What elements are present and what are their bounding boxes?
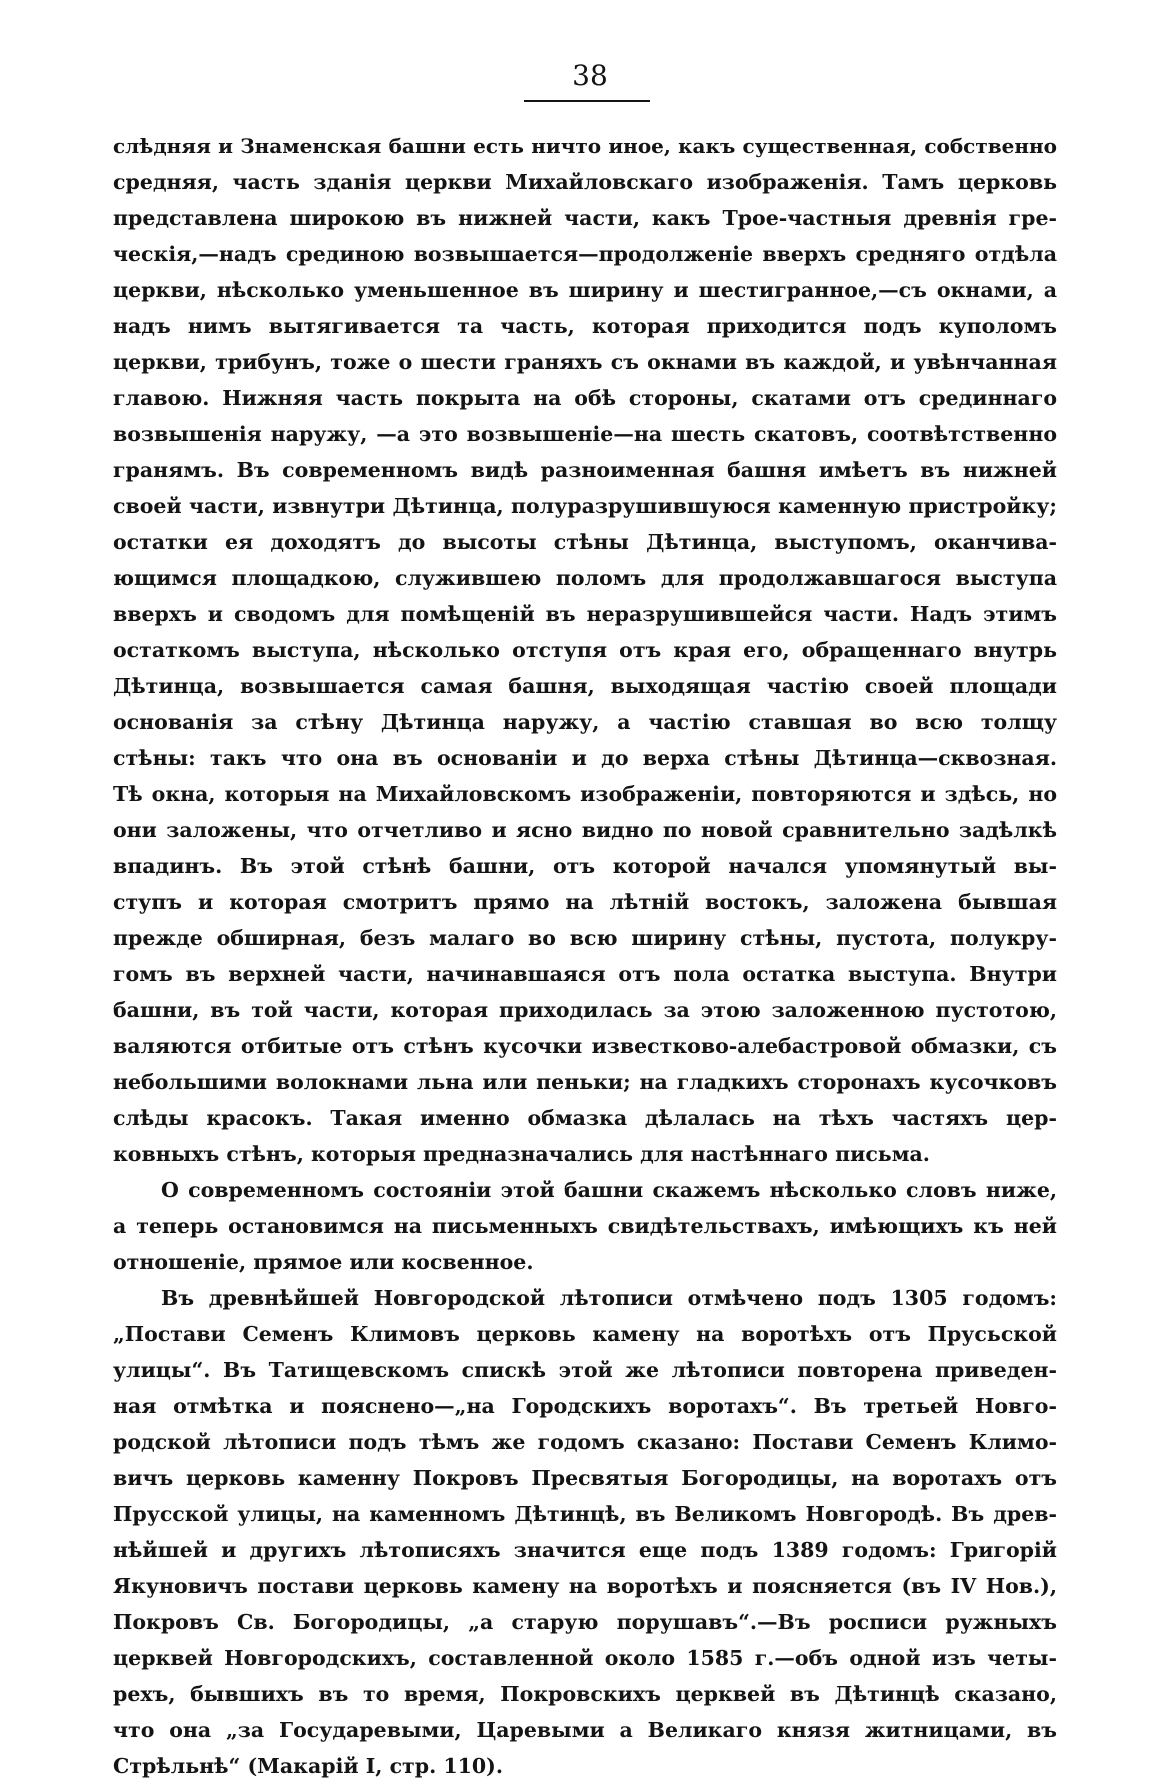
text-line: О современномъ состояніи этой башни скажемъ нѣсколько словъ ниже, — [161, 1178, 1057, 1202]
text-line: рехъ, бывшихъ въ то время, Покровскихъ церквей въ Дѣтинцѣ сказано, — [113, 1682, 1057, 1706]
text-line: ная отмѣтка и пояснено—„на Городскихъ воротахъ“. Въ третьей Новго- — [113, 1394, 1057, 1418]
text-line: Покровъ Св. Богородицы, „а старую порушавъ“.—Въ росписи ружныхъ — [113, 1610, 1057, 1634]
text-line: небольшими волокнами льна или пеньки; на гладкихъ сторонахъ кусочковъ — [113, 1070, 1057, 1094]
text-line: церквей Новгородскихъ, составленной около 1585 г.—объ одной изъ четы- — [113, 1646, 1057, 1670]
paragraph — [113, 1280, 1057, 1784]
text-line: гомъ въ верхней части, начинавшаяся отъ пола остатка выступа. Внутри — [113, 962, 1057, 986]
text-line: средняя, часть зданія церкви Михайловскаго изображенія. Тамъ церковь — [113, 170, 1057, 194]
page-number: 38 — [572, 59, 608, 92]
text-line: ступъ и которая смотритъ прямо на лѣтній востокъ, заложена бывшая — [113, 890, 1057, 914]
text-line: башни, въ той части, которая приходилась за этою заложенною пустотою, — [113, 998, 1057, 1022]
text-line: улицы“. Въ Татищевскомъ спискѣ этой же лѣтописи повторена приведен- — [113, 1358, 1057, 1382]
paragraph — [113, 1172, 1057, 1280]
text-line: Тѣ окна, которыя на Михайловскомъ изображеніи, повторяются и здѣсь, но — [113, 782, 1057, 806]
text-line: валяются отбитые отъ стѣнъ кусочки известково-алебастровой обмазки, съ — [113, 1034, 1057, 1058]
text-line: нѣйшей и другихъ лѣтописяхъ значится еще подъ 1389 годомъ: Григорій — [113, 1538, 1057, 1562]
text-line: Стрѣльнѣ“ (Макарій I, стр. 110). — [113, 1754, 503, 1778]
text-line: прежде обширная, безъ малаго во всю ширину стѣны, пустота, полукру- — [113, 926, 1057, 950]
text-line: надъ нимъ вытягивается та часть, которая приходится подъ куполомъ — [113, 314, 1057, 338]
text-line: остатки ея доходятъ до высоты стѣны Дѣтинца, выступомъ, оканчива- — [113, 530, 1057, 554]
text-line: своей части, извнутри Дѣтинца, полуразрушившуюся каменную пристройку; — [113, 494, 1057, 518]
text-line: гранямъ. Въ современномъ видѣ разноименная башня имѣетъ въ нижней — [113, 458, 1057, 482]
text-line: впадинъ. Въ этой стѣнѣ башни, отъ которой начался упомянутый вы- — [113, 854, 1057, 878]
paragraph — [113, 128, 1057, 1172]
text-line: ковныхъ стѣнъ, которыя предназначались для настѣннаго письма. — [113, 1142, 930, 1166]
text-line: церкви, трибунъ, тоже о шести граняхъ съ окнами въ каждой, и увѣнчанная — [113, 350, 1057, 374]
text-line: слѣды красокъ. Такая именно обмазка дѣлалась на тѣхъ частяхъ цер- — [113, 1106, 1057, 1130]
text-line: представлена широкою въ нижней части, какъ Трое-частныя древнія гре- — [113, 206, 1057, 230]
text-line: они заложены, что отчетливо и ясно видно по новой сравнительно задѣлкѣ — [113, 818, 1057, 842]
text-line: стѣны: такъ что она въ основаніи и до верха стѣны Дѣтинца—сквозная. — [113, 746, 1057, 770]
text-line: а теперь остановимся на письменныхъ свидѣтельствахъ, имѣющихъ къ ней — [113, 1214, 1057, 1238]
text-line: „Постави Семенъ Климовъ церковь камену на воротѣхъ отъ Прусьской — [113, 1322, 1057, 1346]
text-line: вверхъ и сводомъ для помѣщеній въ неразрушившейся части. Надъ этимъ — [113, 602, 1057, 626]
text-line: что она „за Государевыми, Царевыми а Великаго князя житницами, въ — [113, 1718, 1057, 1742]
text-line: главою. Нижняя часть покрыта на обѣ стороны, скатами отъ срединнаго — [113, 386, 1057, 410]
text-line: Прусской улицы, на каменномъ Дѣтинцѣ, въ Великомъ Новгородѣ. Въ древ- — [113, 1502, 1057, 1526]
text-line: Въ древнѣйшей Новгородской лѣтописи отмѣчено подъ 1305 годомъ: — [161, 1286, 1057, 1310]
page-number-rule — [524, 100, 650, 102]
text-line: Дѣтинца, возвышается самая башня, выходящая частію своей площади — [113, 674, 1057, 698]
body-text — [113, 128, 1057, 1784]
text-line: остаткомъ выступа, нѣсколько отступя отъ края его, обращеннаго внутрь — [113, 638, 1057, 662]
text-line: Якуновичъ постави церковь камену на воротѣхъ и поясняется (въ IV Нов.), — [113, 1574, 1057, 1598]
text-line: отношеніе, прямое или косвенное. — [113, 1250, 534, 1274]
text-line: родской лѣтописи подъ тѣмъ же годомъ сказано: Постави Семенъ Климо- — [113, 1430, 1057, 1454]
text-line: слѣдняя и Знаменская башни есть ничто иное, какъ существенная, собственно — [113, 134, 1057, 158]
text-line: ющимся площадкою, служившею поломъ для продолжавшагося выступа — [113, 566, 1057, 590]
text-line: ческія,—надъ срединою возвышается—продолженіе вверхъ средняго отдѣла — [113, 242, 1057, 266]
text-line: церкви, нѣсколько уменьшенное въ ширину и шестигранное,—съ окнами, а — [113, 278, 1057, 302]
text-line: вичъ церковь каменну Покровъ Пресвятыя Богородицы, на воротахъ отъ — [113, 1466, 1057, 1490]
text-line: возвышенія наружу, —а это возвышеніе—на шесть скатовъ, соотвѣтственно — [113, 422, 1057, 446]
text-line: основанія за стѣну Дѣтинца наружу, а частію ставшая во всю толщу — [113, 710, 1057, 734]
